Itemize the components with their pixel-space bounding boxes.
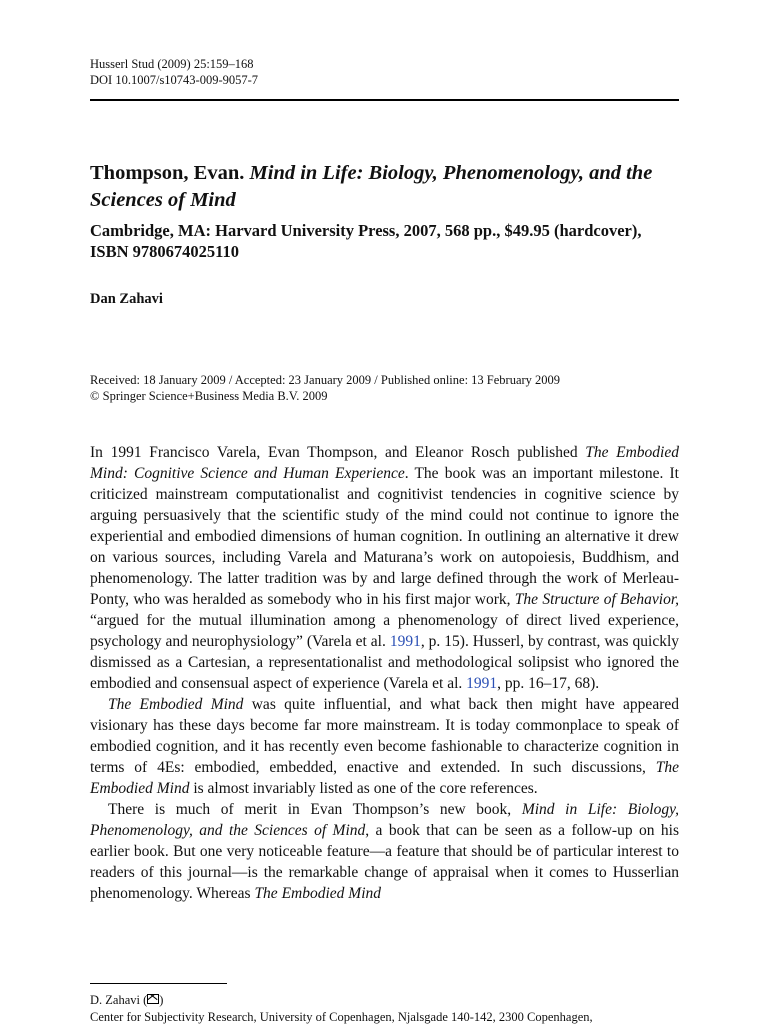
article-history: Received: 18 January 2009 / Accepted: 23 January 2009 / Published online: 13 February 2009 (90, 373, 561, 387)
text-run: In 1991 Francisco Varela, Evan Thompson, and Eleanor Rosch published (90, 444, 586, 461)
paragraph-3 (90, 799, 679, 904)
italic-title: The Embodied Mind: Cognitive Science and Human Experience (90, 444, 679, 482)
book-title: Mind in Life: Biology, Phenomenology, and the Sciences of Mind (90, 162, 653, 211)
journal-header (90, 56, 258, 88)
correspondence-author (90, 992, 710, 1009)
body-text (90, 442, 679, 904)
author-affiliation: Center for Subjectivity Research, University of Copenhagen, Njalsgade 140-142, 2300 Copenhagen, (90, 1010, 593, 1024)
citation-link[interactable]: 1991 (466, 675, 498, 692)
text-run: “argued for the mutual illumination among a phenomenology of direct lived experience, psychology and neurophysiology” (Varela et al. (90, 612, 679, 650)
text-run: was quite influential, and what back then might have appeared visionary has these days become far more mainstream. It is today commonplace to speak of embodied cognition, and it has recently even become fashionable to characterize cognition in terms of 4Es: embodied, embedded, enactive and extended. In such discussions, (90, 696, 679, 776)
text-run: , pp. 16–17, 68). (497, 675, 600, 692)
text-run: , a book that can be seen as a follow-up on his earlier book. But one very noticeable feature—a feature that should be of particular interest to readers of this journal—is the remarkable change of appraisal when it comes to Husserlian phenomenology. Whereas (90, 822, 679, 902)
italic-title: The Structure of Behavior, (514, 591, 680, 608)
footnote-rule (90, 983, 227, 984)
journal-citation: Husserl Stud (2009) 25:159–168 (90, 57, 254, 71)
italic-title: Mind in Life: Biology, Phenomenology, and the Sciences of Mind (90, 801, 679, 839)
paren: ) (159, 993, 164, 1007)
doi: DOI 10.1007/s10743-009-9057-7 (90, 73, 259, 87)
paper-page (90, 0, 679, 1024)
book-title-line (90, 160, 679, 214)
publication-info: Cambridge, MA: Harvard University Press, 2007, 568 pp., $49.95 (hardcover), ISBN 9780674025110 (90, 221, 642, 261)
italic-title: The Embodied Mind (254, 885, 382, 902)
paragraph-1 (90, 442, 679, 694)
paragraph-2 (90, 694, 679, 799)
book-author: Thompson, Evan. (90, 162, 245, 184)
article-dates (90, 372, 560, 404)
text-run: is almost invariably listed as one of the core references. (189, 780, 538, 797)
footnote (90, 992, 710, 1026)
text-run: There is much of merit in Evan Thompson’s new book, (108, 801, 522, 818)
text-run: . The book was an important milestone. It criticized mainstream computationalist and cognitivist tendencies in cognitive science by arguing persuasively that the scientific study of the mind could not continue to ignore the experiential and embodied dimensions of human cognition. In outlining an alternative it drew on various sources, including Varela and Maturana’s work on autopoiesis, Buddhism, and phenomenology. The latter tradition was by and large defined through the work of Merleau-Ponty, who was heralded as somebody who in his first major work, (90, 465, 679, 608)
italic-title: The Embodied Mind (90, 759, 679, 797)
italic-title: The Embodied Mind (108, 696, 244, 713)
text-run: , p. 15). Husserl, by contrast, was quickly dismissed as a Cartesian, a representationalist and methodological solipsist who ignored the embodied and consensual aspect of experience (Varela et al. (90, 633, 679, 692)
citation-link[interactable]: 1991 (389, 633, 421, 650)
header-rule (90, 99, 679, 101)
envelope-icon[interactable] (147, 994, 159, 1004)
reviewer-name: Dan Zahavi (90, 291, 163, 307)
copyright: © Springer Science+Business Media B.V. 2009 (90, 389, 328, 403)
title-block (90, 160, 679, 262)
author-name: D. Zahavi ( (90, 993, 148, 1007)
